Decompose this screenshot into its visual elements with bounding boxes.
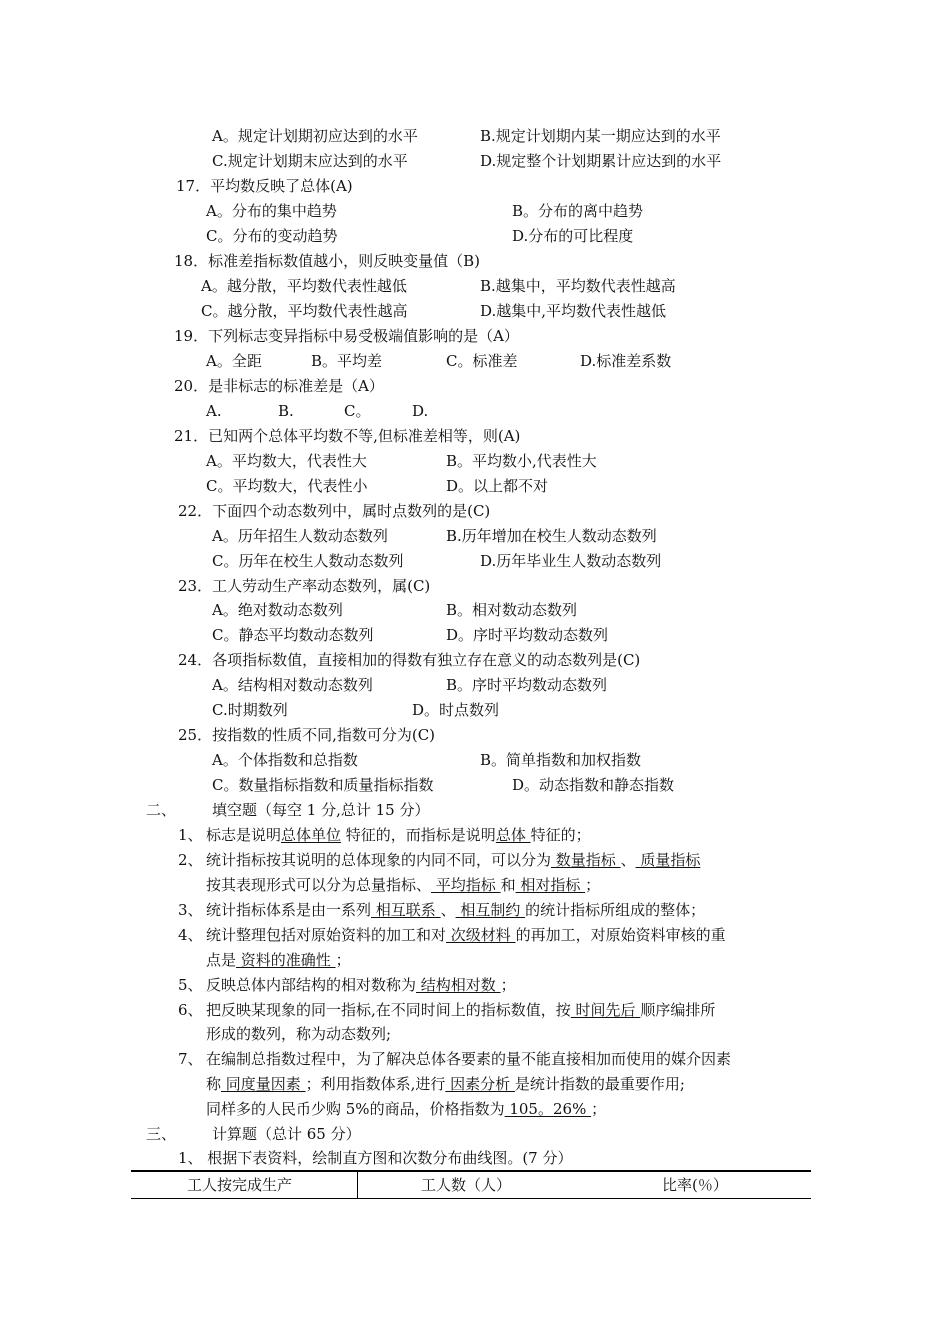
fill-5-blank-1: 结构相对数	[416, 976, 501, 994]
fill-5-text: 反映总体内部结构的相对数称为 结构相对数 ；	[206, 976, 516, 994]
table-header-cell: 工人按完成生产	[187, 1176, 293, 1194]
fill-7-blank-3: 105。26%	[504, 1100, 592, 1118]
question-22-option-c: C。历年在校生人数动态数列	[212, 552, 404, 570]
fill-1-text: 标志是说明总体单位 特征的，而指标是说明总体 特征的；	[206, 826, 591, 844]
question-20-option-b: B.	[278, 402, 294, 420]
fill-5-number: 5、	[178, 976, 203, 994]
question-24-option-a: A。结构相对数动态数列	[212, 676, 373, 694]
question-18-option-c: C。越分散，平均数代表性越高	[201, 302, 408, 320]
fill-1-blank-2: 总体	[495, 826, 531, 844]
question-19-stem: 19．下列标志变异指标中易受极端值影响的是（A）	[174, 327, 519, 345]
fill-4-text-line-2: 点是 资料的准确性 ；	[206, 951, 351, 969]
question-22-stem: 22．下面四个动态数列中，属时点数列的是(C)	[178, 502, 491, 520]
section-2-title: 填空题（每空 1 分,总计 15 分）	[212, 801, 430, 819]
question-18-option-d: D.越集中,平均数代表性越低	[480, 302, 667, 320]
question-21-stem: 21．已知两个总体平均数不等,但标准差相等，则(A)	[174, 427, 521, 445]
question-19-option-a: A。全距	[206, 352, 262, 370]
question-21-option-c: C。平均数大，代表性小	[206, 477, 368, 495]
question-22-option-b: B.历年增加在校生人数动态数列	[446, 527, 657, 545]
question-20-option-d: D.	[412, 402, 429, 420]
fill-3-blank-1: 相互联系	[371, 901, 441, 919]
fill-1-blank-1: 总体单位	[281, 826, 342, 844]
fill-4-blank-1: 次级材料	[446, 926, 516, 944]
fill-7-blank-1: 同度量因素	[221, 1075, 306, 1093]
prev-option-b: B.规定计划期内某一期应达到的水平	[480, 127, 721, 145]
prev-option-a: A。规定计划期初应达到的水平	[212, 127, 418, 145]
fill-1-number: 1、	[178, 826, 203, 844]
question-25-option-a: A。个体指数和总指数	[212, 751, 358, 769]
section-3-title: 计算题（总计 65 分）	[212, 1125, 361, 1143]
question-21-option-a: A。平均数大，代表性大	[206, 452, 367, 470]
fill-3-blank-2: 相互制约	[455, 901, 526, 919]
question-25-option-c: C。数量指标指数和质量指标指数	[212, 776, 434, 794]
fill-3-number: 3、	[178, 901, 203, 919]
question-17-stem: 17．平均数反映了总体(A)	[176, 177, 353, 195]
question-21-option-d: D。以上都不对	[446, 477, 549, 495]
question-23-option-a: A。绝对数动态数列	[212, 601, 343, 619]
question-19-option-b: B。平均差	[311, 352, 383, 370]
fill-2-blank-3: 平均指标	[431, 876, 501, 894]
question-23-option-d: D。序时平均数动态数列	[446, 626, 609, 644]
fill-2-number: 2、	[178, 851, 203, 869]
fill-2-text-line-2: 按其表现形式可以分为总量指标、 平均指标 和 相对指标 ；	[206, 876, 601, 894]
question-24-option-d: D。时点数列	[412, 701, 500, 719]
table-header-cell: 工人数（人）	[421, 1176, 512, 1194]
question-23-stem: 23．工人劳动生产率动态数列，属(C)	[178, 577, 431, 595]
question-19-option-d: D.标准差系数	[580, 352, 672, 370]
question-22-option-a: A。历年招生人数动态数列	[212, 527, 388, 545]
question-17-option-b: B。分布的离中趋势	[512, 202, 644, 220]
question-18-option-b: B.越集中，平均数代表性越高	[480, 277, 676, 295]
question-21-option-b: B。平均数小,代表性大	[446, 452, 597, 470]
question-25-option-b: B。简单指数和加权指数	[480, 751, 642, 769]
fill-7-text: 在编制总指数过程中，为了解决总体各要素的量不能直接相加而使用的媒介因素	[206, 1050, 732, 1068]
fill-4-number: 4、	[178, 926, 203, 944]
question-17-option-a: A。分布的集中趋势	[206, 202, 337, 220]
fill-6-text: 把反映某现象的同一指标,在不同时间上的指标数值，按 时间先后 顺序编排所	[206, 1001, 716, 1019]
fill-2-blank-2: 质量指标	[635, 851, 701, 869]
fill-7-text-line-2: 称 同度量因素 ；利用指数体系,进行 因素分析 是统计指数的最重要作用;	[206, 1075, 685, 1093]
question-17-option-c: C。分布的变动趋势	[206, 227, 338, 245]
fill-4-blank-2: 资料的准确性	[236, 951, 336, 969]
question-19-option-c: C。标准差	[446, 352, 518, 370]
prev-option-d: D.规定整个计划期累计应达到的水平	[480, 152, 722, 170]
question-24-option-b: B。序时平均数动态数列	[446, 676, 608, 694]
prev-option-c: C.规定计划期末应达到的水平	[212, 152, 408, 170]
table-header-cell: 比率(％）	[662, 1176, 728, 1194]
question-17-option-d: D.分布的可比程度	[512, 227, 634, 245]
question-22-option-d: D.历年毕业生人数动态数列	[480, 552, 662, 570]
section-3-number: 三、	[146, 1125, 177, 1143]
question-23-option-b: B。相对数动态数列	[446, 601, 578, 619]
question-23-option-c: C。静态平均数动态数列	[212, 626, 374, 644]
question-18-stem: 18．标准差指标数值越小，则反映变量值（B)	[174, 252, 480, 270]
question-18-option-a: A。越分散，平均数代表性越低	[201, 277, 407, 295]
fill-2-blank-1: 数量指标	[551, 851, 621, 869]
fill-7-number: 7、	[178, 1050, 203, 1068]
question-20-stem: 20．是非标志的标准差是（A）	[174, 377, 384, 395]
fill-7-text-line-3: 同样多的人民币少购 5%的商品，价格指数为 105。26% ；	[206, 1100, 607, 1118]
data-table-header	[131, 1170, 811, 1199]
fill-4-text: 统计整理包括对原始资料的加工和对 次级材料 的再加工，对原始资料审核的重	[206, 926, 726, 944]
calc-question-1: 1、 根据下表资料，绘制直方图和次数分布曲线图。(7 分）	[178, 1149, 573, 1167]
question-24-stem: 24．各项指标数值，直接相加的得数有独立存在意义的动态数列是(C)	[178, 651, 641, 669]
fill-3-text: 统计指标体系是由一系列 相互联系 、 相互制约 的统计指标所组成的整体；	[206, 901, 706, 919]
fill-6-text-line-2: 形成的数列，称为动态数列;	[206, 1025, 392, 1043]
question-25-stem: 25．按指数的性质不同,指数可分为(C)	[178, 726, 436, 744]
section-2-number: 二、	[146, 801, 177, 819]
fill-6-number: 6、	[178, 1001, 203, 1019]
question-20-option-c: C。	[344, 402, 371, 420]
table-column-divider	[357, 1172, 358, 1198]
question-24-option-c: C.时期数列	[212, 701, 288, 719]
fill-2-text: 统计指标按其说明的总体现象的内同不同，可以分为 数量指标 、 质量指标	[206, 851, 701, 869]
fill-7-blank-2: 因素分析	[445, 1075, 515, 1093]
fill-2-blank-4: 相对指标	[515, 876, 586, 894]
question-25-option-d: D。动态指数和静态指数	[512, 776, 675, 794]
question-20-option-a: A.	[206, 402, 222, 420]
fill-6-blank-1: 时间先后	[570, 1001, 641, 1019]
